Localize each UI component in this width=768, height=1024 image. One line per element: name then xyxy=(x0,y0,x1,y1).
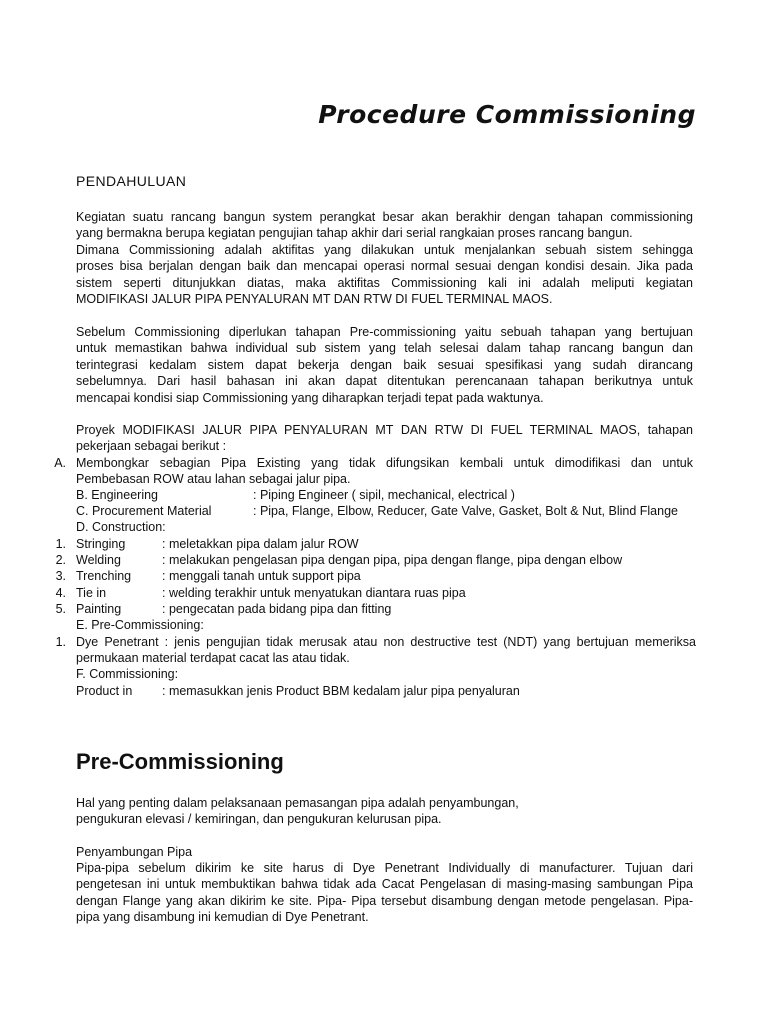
list-item-text xyxy=(76,455,693,488)
paragraph-line: pengetesan ini untuk membuktikan bahwa tidak ada Cacat Pengelasan di masing-masing sambungan Pipa xyxy=(76,877,693,892)
section2-paragraph xyxy=(76,795,693,828)
list-term: Welding xyxy=(76,553,121,567)
paragraph-line: Hal yang penting dalam pelaksanaan pemasangan pipa adalah penyambungan, xyxy=(76,796,519,810)
list-desc: : meletakkan pipa dalam jalur ROW xyxy=(162,537,359,551)
list-number: 1. xyxy=(55,635,66,649)
pre-commissioning-paragraph xyxy=(76,324,693,406)
list-item-text xyxy=(76,634,696,667)
list-item xyxy=(55,601,696,617)
paragraph-line: yang bermakna berupa kegiatan pengujian tahap akhir dari serial rangkaian proses rancang bangun. xyxy=(76,226,633,241)
list-term: Painting xyxy=(76,602,122,616)
paragraph-line: untuk memastikan bahwa individual sub sistem yang telah selesai dalam tahap rancang bangun dan xyxy=(76,341,693,356)
list-desc: : memasukkan jenis Product BBM kedalam jalur pipa penyaluran xyxy=(162,684,520,698)
paragraph-line: Proyek MODIFIKASI JALUR PIPA PENYALURAN MT DAN RTW DI FUEL TERMINAL MAOS, tahapan xyxy=(76,423,693,437)
list-term: Tie in xyxy=(76,586,107,600)
list-desc: : menggali tanah untuk support pipa xyxy=(162,569,361,583)
paragraph-line: mencapai kondisi siap Commissioning yang diharapkan terjadi tepat pada waktunya. xyxy=(76,390,544,405)
list-term: Trenching xyxy=(76,569,132,583)
list-term: Stringing xyxy=(76,537,126,551)
list-item-c xyxy=(76,503,696,519)
paragraph-line: dengan Flange yang akan dikirim ke site. Pipa- Pipa tersebut disambung dengan metode pengelasan. Pipa- xyxy=(76,893,693,908)
paragraph-line: sistem seperti ditunjukkan diatas, maka aktifitas Commissioning kali ini adalah meliputi kegiatan xyxy=(76,275,693,290)
paragraph-line: proses bisa berjalan dengan baik dan mencapai operasi normal sesuai dengan kondisi desain. Jika pada xyxy=(76,259,693,274)
list-desc: : melakukan pengelasan pipa dengan pipa, pipa dengan flange, pipa dengan elbow xyxy=(162,553,623,567)
list-item xyxy=(55,568,696,584)
list-number: 1. xyxy=(55,537,66,551)
paragraph-line: terintegrasi kedalam sistem dapat bekerja dengan baik sesuai spesifikasi yang sudah dirancang xyxy=(76,357,693,372)
section-heading-pendahuluan: PENDAHULUAN xyxy=(76,173,187,189)
list-number: 3. xyxy=(55,569,66,583)
paragraph-line: Sebelum Commissioning diperlukan tahapan Pre-commissioning yaitu sebuah tahapan yang bertujuan xyxy=(76,325,693,339)
document-title: Procedure Commissioning xyxy=(318,100,696,129)
paragraph-line: pekerjaan sebagai berikut : xyxy=(76,439,227,454)
list-item xyxy=(55,536,696,552)
paragraph-line: pipa yang disambung ini kemudian di Dye Penetrant. xyxy=(76,910,369,925)
list-item-b xyxy=(76,487,696,503)
commissioning-item xyxy=(76,683,696,699)
paragraph-line: Pipa-pipa sebelum dikirim ke site harus di Dye Penetrant Individually di manufacturer. Tujuan dari xyxy=(76,861,693,875)
paragraph-line: MODIFIKASI JALUR PIPA PENYALURAN MT DAN RTW DI FUEL TERMINAL MAOS. xyxy=(76,292,553,307)
list-number: 2. xyxy=(55,553,66,567)
subheading-penyambungan-pipa: Penyambungan Pipa xyxy=(76,845,193,859)
list-item xyxy=(55,552,696,568)
intro-paragraph xyxy=(76,209,693,307)
paragraph-line: Pembebasan ROW atau lahan sebagai jalur pipa. xyxy=(76,472,351,487)
list-marker: A. xyxy=(54,456,66,470)
section-heading-pre-commissioning: Pre-Commissioning xyxy=(76,749,284,774)
item-value: : Pipa, Flange, Elbow, Reducer, Gate Valve, Gasket, Bolt & Nut, Blind Flange xyxy=(253,504,678,518)
item-value: : Piping Engineer ( sipil, mechanical, electrical ) xyxy=(253,488,515,502)
paragraph-line: Dimana Commissioning adalah aktifitas yang dilakukan untuk menjalankan sebuah sistem sehingga xyxy=(76,242,693,257)
list-item-f: F. Commissioning: xyxy=(76,667,179,681)
item-label: B. Engineering xyxy=(76,488,159,502)
paragraph-line: sebelumnya. Dari hasil bahasan ini akan dapat ditentukan perencanaan tahapan berikutnya untuk xyxy=(76,374,693,389)
paragraph-line: Kegiatan suatu rancang bangun system perangkat besar akan berakhir dengan tahapan commissioning xyxy=(76,210,693,224)
list-desc: : welding terakhir untuk menyatukan diantara ruas pipa xyxy=(162,586,466,600)
project-paragraph xyxy=(76,422,693,455)
paragraph-line: Dye Penetrant : jenis pengujian tidak merusak atau non destructive test (NDT) yang bertujuan memeriksa xyxy=(76,635,696,649)
item-label: C. Procurement Material xyxy=(76,504,212,518)
list-item xyxy=(55,585,696,601)
list-term: Product in xyxy=(76,684,133,698)
list-item-d: D. Construction: xyxy=(76,520,166,534)
list-number: 5. xyxy=(55,602,66,616)
list-desc: : pengecatan pada bidang pipa dan fitting xyxy=(162,602,392,616)
paragraph-line: pengukuran elevasi / kemiringan, dan pengukuran kelurusan pipa. xyxy=(76,812,442,827)
paragraph-line: Membongkar sebagian Pipa Existing yang tidak difungsikan kembali untuk dimodifikasi dan untuk xyxy=(76,456,693,470)
joint-paragraph xyxy=(76,860,693,926)
list-number: 4. xyxy=(55,586,66,600)
paragraph-line: permukaan material terdapat cacat las atau tidak. xyxy=(76,651,350,666)
list-item-e: E. Pre-Commissioning: xyxy=(76,618,204,632)
